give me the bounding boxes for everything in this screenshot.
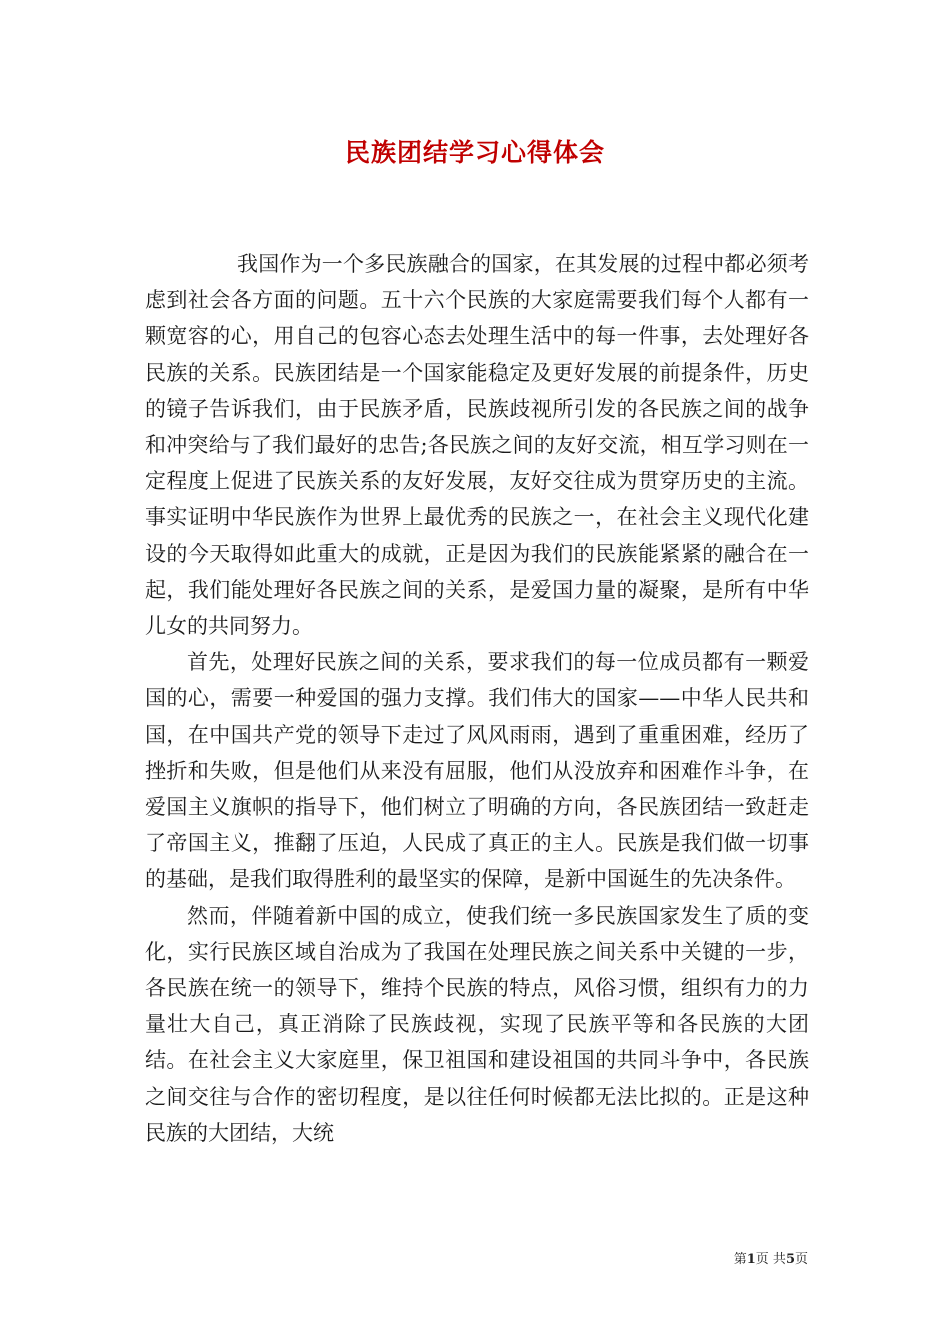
- document-title: 民族团结学习心得体会: [344, 138, 605, 167]
- current-page: 1: [746, 1252, 756, 1267]
- page-number-suffix: 页: [794, 1252, 808, 1267]
- paragraph-1: 我国作为一个多民族融合的国家，在其发展的过程中都必须考虑到社会各方面的问题。五十六个民族的大家庭需要我们每个人都有一颗宽容的心，用自己的包容心态去处理生活中的每一件事，去处理好各民族的关系。民族团结是一个国家能稳定及更好发展的前提条件，历史的镜子告诉我们，由于民族矛盾，民族歧视所引发的各民族之间的战争和冲突给与了我们最好的忠告;各民族之间的友好交流，相互学习则在一定程度上促进了民族关系的友好发展，友好交往成为贯穿历史的主流。事实证明中华民族作为世界上最优秀的民族之一，在社会主义现代化建设的今天取得如此重大的成就，正是因为我们的民族能紧紧的融合在一起，我们能处理好各民族之间的关系，是爱国力量的凝聚，是所有中华儿女的共同努力。: [145, 252, 809, 639]
- page-number-middle: 页 共: [755, 1252, 786, 1267]
- page-number: [700, 1248, 808, 1267]
- paragraph-2: 首先，处理好民族之间的关系，要求我们的每一位成员都有一颗爱国的心，需要一种爱国的强力支撑。我们伟大的国家——中华人民共和国，在中国共产党的领导下走过了风风雨雨，遇到了重重困难，经历了挫折和失败，但是他们从来没有屈服，他们从没放弃和困难作斗争，在爱国主义旗帜的指导下，他们树立了明确的方向，各民族团结一致赶走了帝国主义，推翻了压迫，人民成了真正的主人。民族是我们做一切事的基础，是我们取得胜利的最坚实的保障，是新中国诞生的先决条件。: [145, 650, 809, 892]
- document-body: [145, 246, 809, 1151]
- page-number-prefix: 第: [733, 1252, 747, 1267]
- total-pages: 5: [785, 1252, 795, 1267]
- paragraph-3: 然而，伴随着新中国的成立，使我们统一多民族国家发生了质的变化，实行民族区域自治成为了我国在处理民族之间关系中关键的一步，各民族在统一的领导下，维持个民族的特点，风俗习惯，组织有力的力量壮大自己，真正消除了民族歧视，实现了民族平等和各民族的大团结。在社会主义大家庭里，保卫祖国和建设祖国的共同斗争中，各民族之间交往与合作的密切程度，是以往任何时候都无法比拟的。正是这种民族的大团结，大统: [145, 903, 809, 1145]
